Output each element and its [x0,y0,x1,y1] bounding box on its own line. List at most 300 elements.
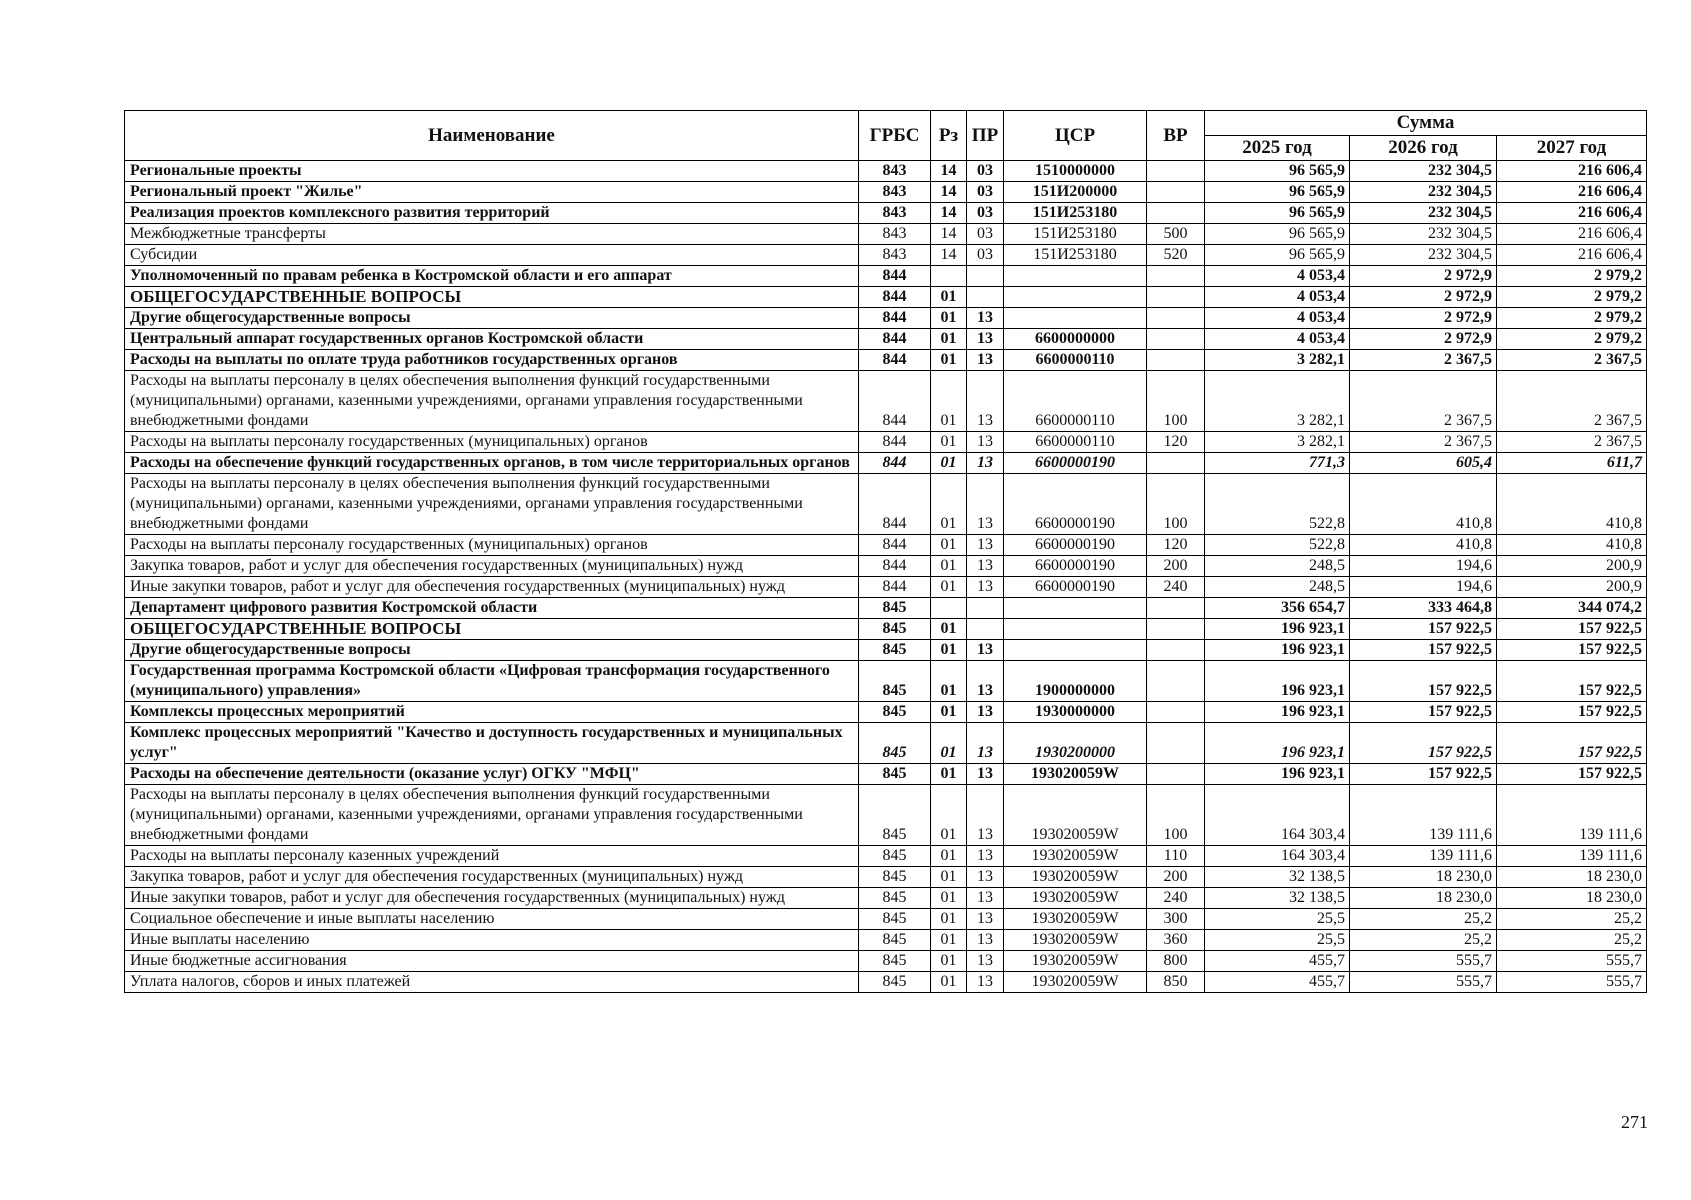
table-row [125,702,1647,723]
cell-pr [967,287,1004,308]
cell-2026: 157 922,5 [1350,661,1497,702]
cell-name: Расходы на выплаты персоналу в целях обеспечения выполнения функций государственными (муниципальными) органами, казенными учреждениями, органами управления государственными внебюджетными фондами [125,474,859,535]
cell-2026: 139 111,6 [1350,785,1497,846]
table-row [125,453,1647,474]
table-body [125,161,1647,993]
cell-vr [1147,329,1205,350]
cell-2026: 18 230,0 [1350,888,1497,909]
cell-grbs: 845 [859,640,931,661]
cell-2026: 2 972,9 [1350,287,1497,308]
table-row [125,577,1647,598]
cell-grbs: 845 [859,661,931,702]
cell-rz: 01 [931,308,967,329]
cell-2027: 25,2 [1497,909,1647,930]
cell-csr: 193020059W [1004,888,1147,909]
cell-name: Социальное обеспечение и иные выплаты населению [125,909,859,930]
cell-2025: 4 053,4 [1205,287,1350,308]
cell-2025: 164 303,4 [1205,785,1350,846]
cell-vr: 100 [1147,785,1205,846]
cell-pr: 03 [967,245,1004,266]
cell-2025: 196 923,1 [1205,764,1350,785]
cell-csr: 151И200000 [1004,182,1147,203]
cell-vr: 360 [1147,930,1205,951]
cell-2026: 232 304,5 [1350,182,1497,203]
cell-vr: 240 [1147,577,1205,598]
cell-2026: 410,8 [1350,535,1497,556]
cell-vr: 800 [1147,951,1205,972]
table-row [125,785,1647,846]
cell-vr: 100 [1147,474,1205,535]
cell-2027: 555,7 [1497,951,1647,972]
cell-rz: 01 [931,867,967,888]
cell-pr: 13 [967,535,1004,556]
cell-name: Уполномоченный по правам ребенка в Костромской области и его аппарат [125,266,859,287]
cell-name: Иные выплаты населению [125,930,859,951]
cell-rz: 01 [931,764,967,785]
cell-pr: 13 [967,308,1004,329]
page-number: 271 [1621,1112,1648,1132]
cell-name: Субсидии [125,245,859,266]
cell-csr: 6600000000 [1004,329,1147,350]
cell-grbs: 845 [859,909,931,930]
cell-2027: 2 367,5 [1497,371,1647,432]
cell-csr: 193020059W [1004,930,1147,951]
cell-vr [1147,723,1205,764]
cell-grbs: 844 [859,350,931,371]
cell-name: Другие общегосударственные вопросы [125,308,859,329]
cell-2025: 455,7 [1205,951,1350,972]
cell-2026: 555,7 [1350,951,1497,972]
cell-rz: 01 [931,723,967,764]
cell-csr: 6600000190 [1004,535,1147,556]
cell-vr [1147,203,1205,224]
cell-grbs: 844 [859,432,931,453]
header-year-2027: 2027 год [1497,136,1647,161]
cell-grbs: 845 [859,951,931,972]
cell-grbs: 844 [859,287,931,308]
cell-name: ОБЩЕГОСУДАРСТВЕННЫЕ ВОПРОСЫ [125,619,859,640]
cell-2027: 2 979,2 [1497,308,1647,329]
cell-grbs: 844 [859,453,931,474]
table-row [125,224,1647,245]
cell-csr [1004,619,1147,640]
cell-2026: 232 304,5 [1350,161,1497,182]
cell-2025: 196 923,1 [1205,702,1350,723]
cell-2027: 157 922,5 [1497,661,1647,702]
cell-grbs: 844 [859,577,931,598]
table-row [125,951,1647,972]
cell-grbs: 845 [859,930,931,951]
cell-csr: 6600000110 [1004,350,1147,371]
table-row [125,245,1647,266]
cell-vr: 120 [1147,432,1205,453]
cell-2025: 4 053,4 [1205,329,1350,350]
cell-csr: 6600000190 [1004,556,1147,577]
cell-pr: 13 [967,867,1004,888]
cell-name: Региональные проекты [125,161,859,182]
cell-pr: 13 [967,785,1004,846]
cell-rz: 01 [931,577,967,598]
cell-csr [1004,308,1147,329]
cell-pr [967,266,1004,287]
cell-2026: 25,2 [1350,909,1497,930]
cell-vr: 200 [1147,556,1205,577]
cell-2027: 216 606,4 [1497,224,1647,245]
cell-vr: 100 [1147,371,1205,432]
cell-pr: 13 [967,888,1004,909]
cell-2025: 196 923,1 [1205,723,1350,764]
cell-2027: 139 111,6 [1497,785,1647,846]
cell-grbs: 845 [859,723,931,764]
cell-vr [1147,266,1205,287]
cell-2025: 196 923,1 [1205,619,1350,640]
cell-2027: 2 367,5 [1497,432,1647,453]
cell-vr: 200 [1147,867,1205,888]
cell-2025: 32 138,5 [1205,888,1350,909]
cell-name: Расходы на выплаты по оплате труда работников государственных органов [125,350,859,371]
cell-2027: 216 606,4 [1497,203,1647,224]
cell-csr: 6600000190 [1004,474,1147,535]
cell-rz: 01 [931,909,967,930]
cell-2025: 25,5 [1205,909,1350,930]
cell-csr: 193020059W [1004,867,1147,888]
header-sum: Сумма [1205,111,1647,136]
cell-2027: 157 922,5 [1497,702,1647,723]
cell-2027: 157 922,5 [1497,619,1647,640]
cell-rz: 14 [931,161,967,182]
header-vr: ВР [1147,111,1205,161]
cell-rz: 01 [931,846,967,867]
table-row [125,329,1647,350]
budget-table [124,110,1647,993]
table-row [125,266,1647,287]
cell-2027: 157 922,5 [1497,723,1647,764]
cell-csr: 1930000000 [1004,702,1147,723]
cell-rz: 14 [931,245,967,266]
table-row [125,909,1647,930]
cell-rz: 14 [931,203,967,224]
cell-2025: 455,7 [1205,972,1350,993]
cell-2026: 2 972,9 [1350,329,1497,350]
cell-name: Расходы на выплаты персоналу государственных (муниципальных) органов [125,535,859,556]
cell-csr: 193020059W [1004,951,1147,972]
cell-pr: 03 [967,203,1004,224]
cell-2027: 2 367,5 [1497,350,1647,371]
cell-pr: 03 [967,161,1004,182]
cell-name: Расходы на обеспечение деятельности (оказание услуг) ОГКУ "МФЦ" [125,764,859,785]
cell-2025: 96 565,9 [1205,224,1350,245]
cell-2026: 157 922,5 [1350,764,1497,785]
table-row [125,640,1647,661]
cell-csr: 1930200000 [1004,723,1147,764]
cell-grbs: 845 [859,972,931,993]
cell-2025: 4 053,4 [1205,308,1350,329]
cell-name: Межбюджетные трансферты [125,224,859,245]
cell-rz: 01 [931,702,967,723]
table-row [125,371,1647,432]
table-row [125,161,1647,182]
cell-vr [1147,182,1205,203]
cell-name: Закупка товаров, работ и услуг для обеспечения государственных (муниципальных) нужд [125,867,859,888]
table-row [125,350,1647,371]
cell-2026: 25,2 [1350,930,1497,951]
cell-vr: 110 [1147,846,1205,867]
cell-grbs: 843 [859,203,931,224]
cell-vr: 120 [1147,535,1205,556]
cell-2025: 196 923,1 [1205,640,1350,661]
cell-2027: 216 606,4 [1497,182,1647,203]
cell-2027: 344 074,2 [1497,598,1647,619]
cell-rz: 01 [931,287,967,308]
cell-2027: 611,7 [1497,453,1647,474]
cell-vr: 240 [1147,888,1205,909]
cell-rz: 01 [931,371,967,432]
header-grbs: ГРБС [859,111,931,161]
cell-2025: 196 923,1 [1205,661,1350,702]
cell-vr [1147,619,1205,640]
cell-vr [1147,308,1205,329]
table-row [125,182,1647,203]
cell-rz: 01 [931,432,967,453]
cell-vr [1147,661,1205,702]
table-row [125,930,1647,951]
cell-2025: 96 565,9 [1205,161,1350,182]
cell-2026: 2 367,5 [1350,371,1497,432]
cell-csr [1004,266,1147,287]
cell-2025: 248,5 [1205,577,1350,598]
cell-2025: 96 565,9 [1205,182,1350,203]
cell-2026: 18 230,0 [1350,867,1497,888]
cell-2026: 2 972,9 [1350,308,1497,329]
cell-grbs: 844 [859,266,931,287]
table-row [125,308,1647,329]
cell-name: Закупка товаров, работ и услуг для обеспечения государственных (муниципальных) нужд [125,556,859,577]
cell-rz: 01 [931,453,967,474]
cell-2025: 3 282,1 [1205,350,1350,371]
cell-2026: 232 304,5 [1350,245,1497,266]
cell-grbs: 844 [859,308,931,329]
table-row [125,619,1647,640]
cell-2027: 18 230,0 [1497,888,1647,909]
cell-2025: 771,3 [1205,453,1350,474]
cell-2026: 2 367,5 [1350,350,1497,371]
cell-rz: 01 [931,640,967,661]
cell-name: Центральный аппарат государственных органов Костромской области [125,329,859,350]
cell-name: ОБЩЕГОСУДАРСТВЕННЫЕ ВОПРОСЫ [125,287,859,308]
cell-grbs: 845 [859,867,931,888]
cell-vr: 300 [1147,909,1205,930]
cell-csr: 6600000190 [1004,577,1147,598]
cell-2025: 248,5 [1205,556,1350,577]
cell-csr: 6600000110 [1004,371,1147,432]
cell-rz: 01 [931,930,967,951]
cell-2026: 232 304,5 [1350,203,1497,224]
cell-2027: 200,9 [1497,556,1647,577]
cell-name: Уплата налогов, сборов и иных платежей [125,972,859,993]
table-row [125,723,1647,764]
cell-name: Расходы на выплаты персоналу государственных (муниципальных) органов [125,432,859,453]
cell-grbs: 843 [859,182,931,203]
cell-csr: 6600000190 [1004,453,1147,474]
cell-pr: 13 [967,329,1004,350]
table-row [125,972,1647,993]
cell-csr: 151И253180 [1004,245,1147,266]
cell-vr: 500 [1147,224,1205,245]
cell-2025: 522,8 [1205,474,1350,535]
cell-name: Расходы на выплаты персоналу казенных учреждений [125,846,859,867]
cell-grbs: 845 [859,619,931,640]
cell-2025: 356 654,7 [1205,598,1350,619]
cell-2026: 410,8 [1350,474,1497,535]
cell-grbs: 843 [859,161,931,182]
cell-name: Расходы на выплаты персоналу в целях обеспечения выполнения функций государственными (муниципальными) органами, казенными учреждениями, органами управления государственными внебюджетными фондами [125,785,859,846]
table-row [125,432,1647,453]
cell-2025: 32 138,5 [1205,867,1350,888]
table-row [125,474,1647,535]
cell-pr [967,619,1004,640]
header-year-2025: 2025 год [1205,136,1350,161]
cell-rz: 01 [931,556,967,577]
cell-vr [1147,640,1205,661]
cell-2027: 157 922,5 [1497,764,1647,785]
cell-pr: 13 [967,702,1004,723]
cell-rz: 01 [931,661,967,702]
header-name: Наименование [125,111,859,161]
cell-pr: 13 [967,723,1004,764]
cell-2025: 4 053,4 [1205,266,1350,287]
cell-grbs: 845 [859,785,931,846]
cell-2027: 410,8 [1497,474,1647,535]
cell-csr [1004,287,1147,308]
cell-grbs: 845 [859,846,931,867]
cell-2025: 96 565,9 [1205,203,1350,224]
cell-2025: 3 282,1 [1205,371,1350,432]
table-row [125,556,1647,577]
cell-csr [1004,598,1147,619]
cell-rz: 14 [931,182,967,203]
cell-vr [1147,598,1205,619]
cell-2027: 555,7 [1497,972,1647,993]
cell-2026: 333 464,8 [1350,598,1497,619]
cell-pr: 13 [967,556,1004,577]
cell-2027: 216 606,4 [1497,245,1647,266]
table-row [125,888,1647,909]
cell-vr [1147,350,1205,371]
cell-name: Департамент цифрового развития Костромской области [125,598,859,619]
cell-2025: 522,8 [1205,535,1350,556]
cell-grbs: 845 [859,702,931,723]
cell-grbs: 843 [859,245,931,266]
cell-pr: 13 [967,764,1004,785]
cell-csr: 193020059W [1004,972,1147,993]
cell-2025: 25,5 [1205,930,1350,951]
cell-2026: 157 922,5 [1350,702,1497,723]
cell-pr: 13 [967,432,1004,453]
cell-2025: 164 303,4 [1205,846,1350,867]
cell-rz: 01 [931,972,967,993]
header-csr: ЦСР [1004,111,1147,161]
cell-pr [967,598,1004,619]
cell-csr: 193020059W [1004,909,1147,930]
cell-2026: 232 304,5 [1350,224,1497,245]
cell-pr: 13 [967,909,1004,930]
table-row [125,287,1647,308]
cell-rz: 01 [931,951,967,972]
cell-grbs: 845 [859,888,931,909]
cell-vr: 850 [1147,972,1205,993]
cell-2026: 157 922,5 [1350,640,1497,661]
cell-name: Комплекс процессных мероприятий "Качество и доступность государственных и муниципальных услуг" [125,723,859,764]
cell-pr: 13 [967,640,1004,661]
cell-grbs: 843 [859,224,931,245]
cell-rz: 01 [931,329,967,350]
cell-vr [1147,161,1205,182]
cell-grbs: 845 [859,764,931,785]
cell-rz [931,266,967,287]
cell-csr: 193020059W [1004,846,1147,867]
cell-csr: 151И253180 [1004,203,1147,224]
cell-2026: 555,7 [1350,972,1497,993]
table-row [125,764,1647,785]
cell-pr: 03 [967,182,1004,203]
table-row [125,535,1647,556]
cell-grbs: 844 [859,371,931,432]
cell-csr: 193020059W [1004,764,1147,785]
cell-vr [1147,764,1205,785]
cell-grbs: 844 [859,535,931,556]
cell-vr: 520 [1147,245,1205,266]
cell-rz: 01 [931,535,967,556]
cell-pr: 13 [967,661,1004,702]
cell-pr: 13 [967,371,1004,432]
cell-2026: 157 922,5 [1350,619,1497,640]
cell-grbs: 844 [859,329,931,350]
cell-2026: 194,6 [1350,577,1497,598]
cell-name: Комплексы процессных мероприятий [125,702,859,723]
table-row [125,846,1647,867]
cell-pr: 13 [967,951,1004,972]
cell-name: Другие общегосударственные вопросы [125,640,859,661]
cell-2025: 3 282,1 [1205,432,1350,453]
cell-2026: 194,6 [1350,556,1497,577]
cell-name: Иные закупки товаров, работ и услуг для обеспечения государственных (муниципальных) нужд [125,888,859,909]
table-row [125,203,1647,224]
table-row [125,661,1647,702]
cell-2027: 18 230,0 [1497,867,1647,888]
cell-rz: 01 [931,350,967,371]
cell-2027: 2 979,2 [1497,329,1647,350]
cell-csr: 1510000000 [1004,161,1147,182]
cell-rz: 01 [931,785,967,846]
cell-csr [1004,640,1147,661]
cell-rz: 01 [931,888,967,909]
cell-csr: 6600000110 [1004,432,1147,453]
cell-2027: 2 979,2 [1497,266,1647,287]
cell-name: Региональный проект "Жилье" [125,182,859,203]
cell-pr: 13 [967,930,1004,951]
table-row [125,598,1647,619]
cell-2027: 410,8 [1497,535,1647,556]
cell-pr: 13 [967,577,1004,598]
cell-name: Государственная программа Костромской области «Цифровая трансформация государственного (муниципального) управления» [125,661,859,702]
cell-rz: 14 [931,224,967,245]
cell-2026: 157 922,5 [1350,723,1497,764]
header-year-2026: 2026 год [1350,136,1497,161]
cell-rz: 01 [931,474,967,535]
cell-2027: 139 111,6 [1497,846,1647,867]
cell-2027: 157 922,5 [1497,640,1647,661]
cell-name: Иные закупки товаров, работ и услуг для обеспечения государственных (муниципальных) нужд [125,577,859,598]
